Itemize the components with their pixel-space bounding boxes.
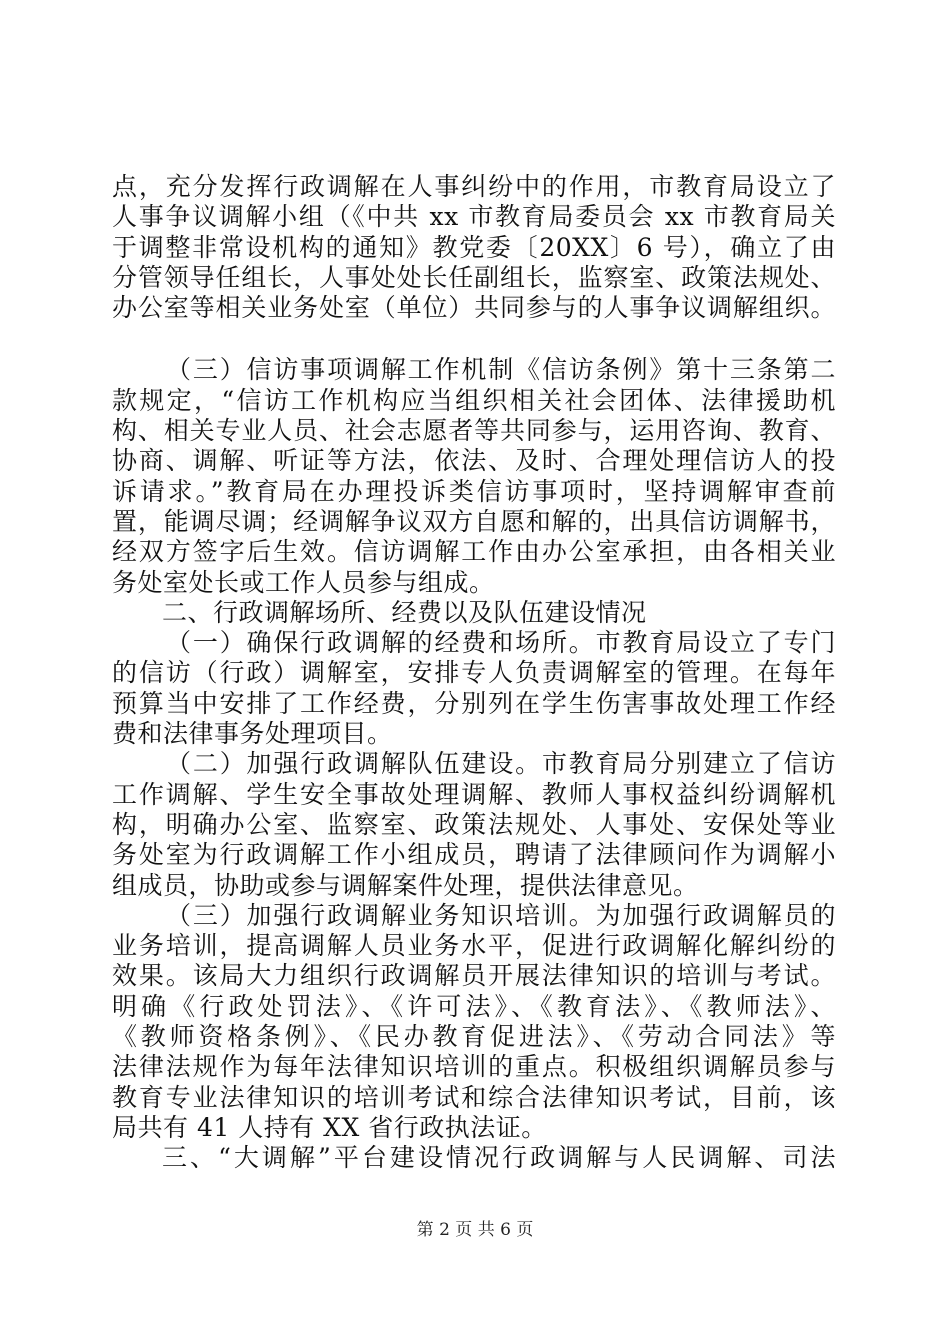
text-line: 效果。该局大力组织行政调解员开展法律知识的培训与考试。 [112, 961, 836, 991]
section-heading-venue-funding [112, 598, 836, 628]
text-line: 预算当中安排了工作经费，分别列在学生伤害事故处理工作经 [112, 688, 836, 718]
text-line: 款规定，“信访工作机构应当组织相关社会团体、法律援助机 [112, 385, 836, 415]
text-line: （三）信访事项调解工作机制《信访条例》第十三条第二 [166, 355, 836, 385]
text-line: 教育专业法律知识的培训考试和综合法律知识考试，目前，该 [112, 1082, 836, 1112]
text-line: 协商、调解、听证等方法，依法、及时、合理处理信访人的投 [112, 446, 836, 476]
text-line: 明确《行政处罚法》、《许可法》、《教育法》、《教师法》、 [112, 991, 836, 1021]
paragraph-petition-mediation [112, 355, 836, 597]
text-line: （三）加强行政调解业务知识培训。为加强行政调解员的 [166, 900, 836, 930]
text-line: 诉请求。”教育局在办理投诉类信访事项时，坚持调解审查前 [112, 476, 836, 506]
paragraph-personnel-mediation [112, 172, 836, 323]
text-line: 的信访（行政）调解室，安排专人负责调解室的管理。在每年 [112, 658, 836, 688]
paragraph-spacer [112, 323, 836, 355]
page-footer [0, 1215, 950, 1240]
text-line: 法律法规作为每年法律知识培训的重点。积极组织调解员参与 [112, 1052, 836, 1082]
text-line: 费和法律事务处理项目。 [112, 719, 393, 749]
text-line: 业务培训，提高调解人员业务水平，促进行政调解化解纠纷的 [112, 931, 836, 961]
text-line: 务处室为行政调解工作小组成员，聘请了法律顾问作为调解小 [112, 840, 836, 870]
text-line: 于调整非常设机构的通知》教党委〔20XX〕6 号），确立了由 [112, 232, 836, 262]
text-line: 工作调解、学生安全事故处理调解、教师人事权益纠纷调解机 [112, 779, 836, 809]
text-line: 分管领导任组长，人事处处长任副组长，监察室、政策法规处、 [112, 262, 836, 292]
text-line: 局共有 41 人持有 XX 省行政执法证。 [112, 1112, 547, 1142]
text-line: （二）加强行政调解队伍建设。市教育局分别建立了信访 [166, 749, 836, 779]
text-line: 务处室处长或工作人员参与组成。 [112, 567, 495, 597]
heading-line: 三、“大调解”平台建设情况行政调解与人民调解、司法 [162, 1143, 836, 1173]
text-line: 人事争议调解小组（《中共 xx 市教育局委员会 xx 市教育局关 [112, 202, 836, 232]
text-line: （一）确保行政调解的经费和场所。市教育局设立了专门 [166, 628, 836, 658]
heading-line: 二、行政调解场所、经费以及队伍建设情况 [162, 597, 647, 627]
text-line: 构，明确办公室、监察室、政策法规处、人事处、安保处等业 [112, 809, 836, 839]
paragraph-training [112, 901, 836, 1143]
section-heading-platform [112, 1143, 836, 1173]
paragraph-team-building [112, 749, 836, 900]
text-line: 经双方签字后生效。信访调解工作由办公室承担，由各相关业 [112, 537, 836, 567]
paragraph-funding-venue [112, 628, 836, 749]
text-line: 《教师资格条例》、《民办教育促进法》、《劳动合同法》等 [112, 1022, 836, 1052]
document-body [112, 172, 836, 1174]
page-number: 第 2 页 共 6 页 [416, 1220, 534, 1240]
text-line: 组成员，协助或参与调解案件处理，提供法律意见。 [112, 870, 699, 900]
text-line: 点，充分发挥行政调解在人事纠纷中的作用，市教育局设立了 [112, 172, 836, 201]
text-line: 置，能调尽调；经调解争议双方自愿和解的，出具信访调解书， [112, 506, 836, 536]
text-line: 办公室等相关业务处室（单位）共同参与的人事争议调解组织。 [112, 293, 836, 323]
text-line: 构、相关专业人员、社会志愿者等共同参与，运用咨询、教育、 [112, 416, 836, 446]
